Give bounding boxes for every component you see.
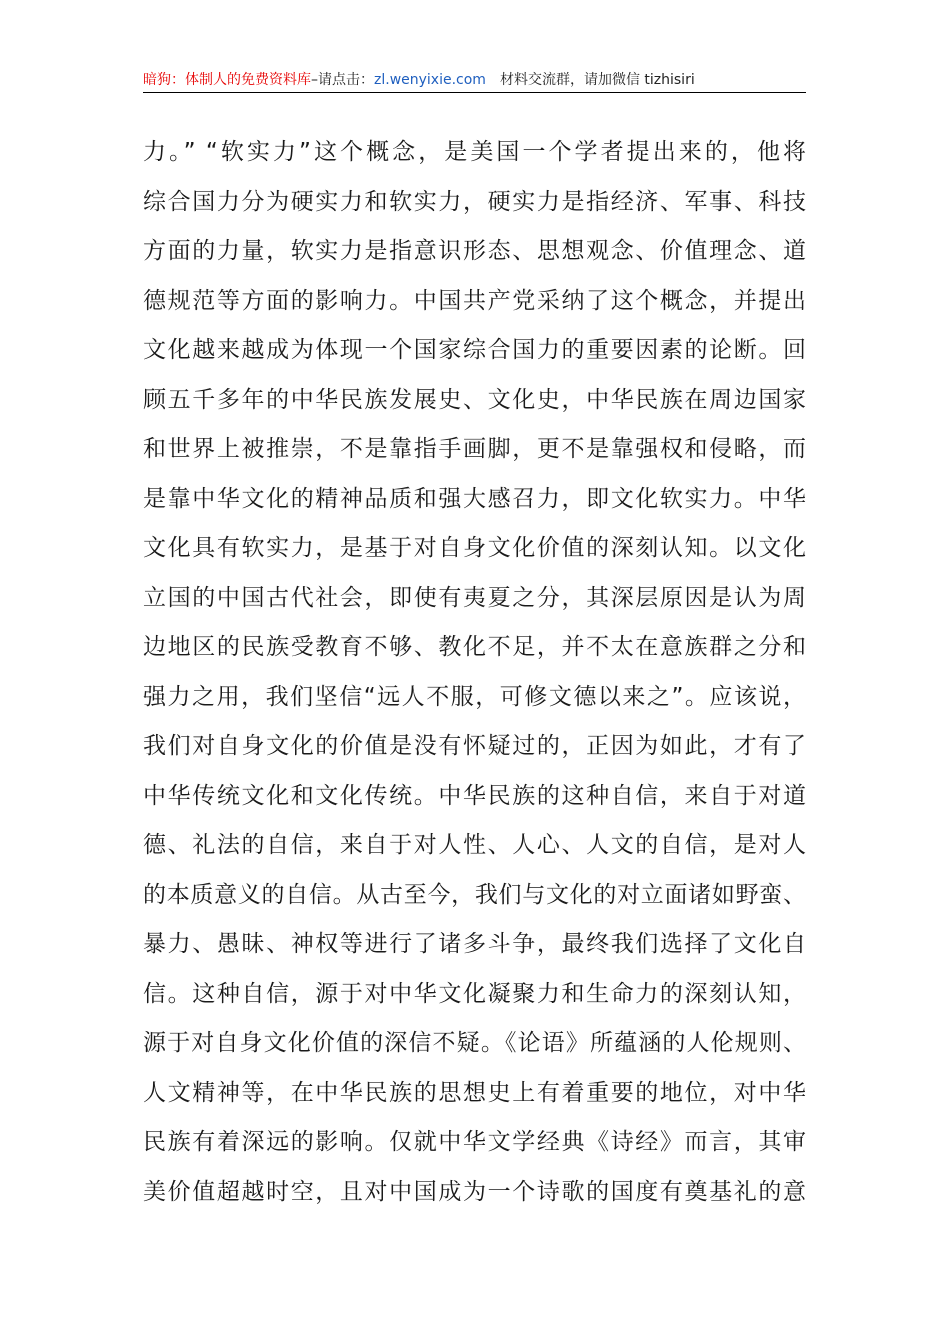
body-line: 文化具有软实力，是基于对自身文化价值的深刻认知。以文化 (143, 535, 806, 561)
body-line: 德、礼法的自信，来自于对人性、人心、人文的自信，是对人 (143, 832, 806, 858)
body-line: 德规范等方面的影响力。中国共产党采纳了这个概念，并提出 (143, 287, 806, 314)
header-prompt: –请点击： (311, 72, 374, 88)
body-line: 力。” “软实力”这个概念，是美国一个学者提出来的，他将 (143, 139, 806, 165)
body-line: 方面的力量，软实力是指意识形态、思想观念、价值理念、道 (143, 238, 806, 264)
body-line: 美价值超越时空，且对中国成为一个诗歌的国度有奠基礼的意 (143, 1178, 806, 1205)
body-line: 民族有着深远的影响。仅就中华文学经典《诗经》而言，其审 (143, 1129, 806, 1155)
header-brand: 暗狗：体制人的免费资料库 (143, 72, 311, 88)
page-header (143, 70, 806, 93)
body-line: 暴力、愚昧、神权等进行了诸多斗争，最终我们选择了文化自 (143, 931, 806, 957)
body-line: 是靠中华文化的精神品质和强大感召力，即文化软实力。中华 (143, 485, 806, 512)
body-line: 强力之用，我们坚信“远人不服，可修文德以来之”。应该说， (143, 683, 806, 710)
body-line: 信。这种自信，源于对中华文化凝聚力和生命力的深刻认知， (143, 980, 806, 1007)
body-line: 和世界上被推崇，不是靠指手画脚，更不是靠强权和侵略，而 (143, 436, 806, 462)
body-line: 文化越来越成为体现一个国家综合国力的重要因素的论断。回 (143, 337, 806, 363)
body-line: 顾五千多年的中华民族发展史、文化史，中华民族在周边国家 (143, 386, 806, 413)
body-line: 综合国力分为硬实力和软实力，硬实力是指经济、军事、科技 (143, 188, 806, 215)
document-body (143, 128, 806, 1217)
body-line: 源于对自身文化价值的深信不疑。《论语》所蕴涵的人伦规则、 (143, 1030, 806, 1056)
body-line: 立国的中国古代社会，即使有夷夏之分，其深层原因是认为周 (143, 584, 806, 611)
body-line: 的本质意义的自信。从古至今，我们与文化的对立面诸如野蛮、 (143, 881, 806, 908)
header-note: 材料交流群，请加微信 tizhisiri (499, 72, 695, 88)
header-link[interactable]: zl.wenyixie.com (374, 72, 486, 88)
body-line: 人文精神等，在中华民族的思想史上有着重要的地位，对中华 (143, 1079, 806, 1106)
body-line: 我们对自身文化的价值是没有怀疑过的，正因为如此，才有了 (143, 733, 806, 759)
body-line: 边地区的民族受教育不够、教化不足，并不太在意族群之分和 (143, 634, 806, 660)
body-line: 中华传统文化和文化传统。中华民族的这种自信，来自于对道 (143, 782, 806, 809)
